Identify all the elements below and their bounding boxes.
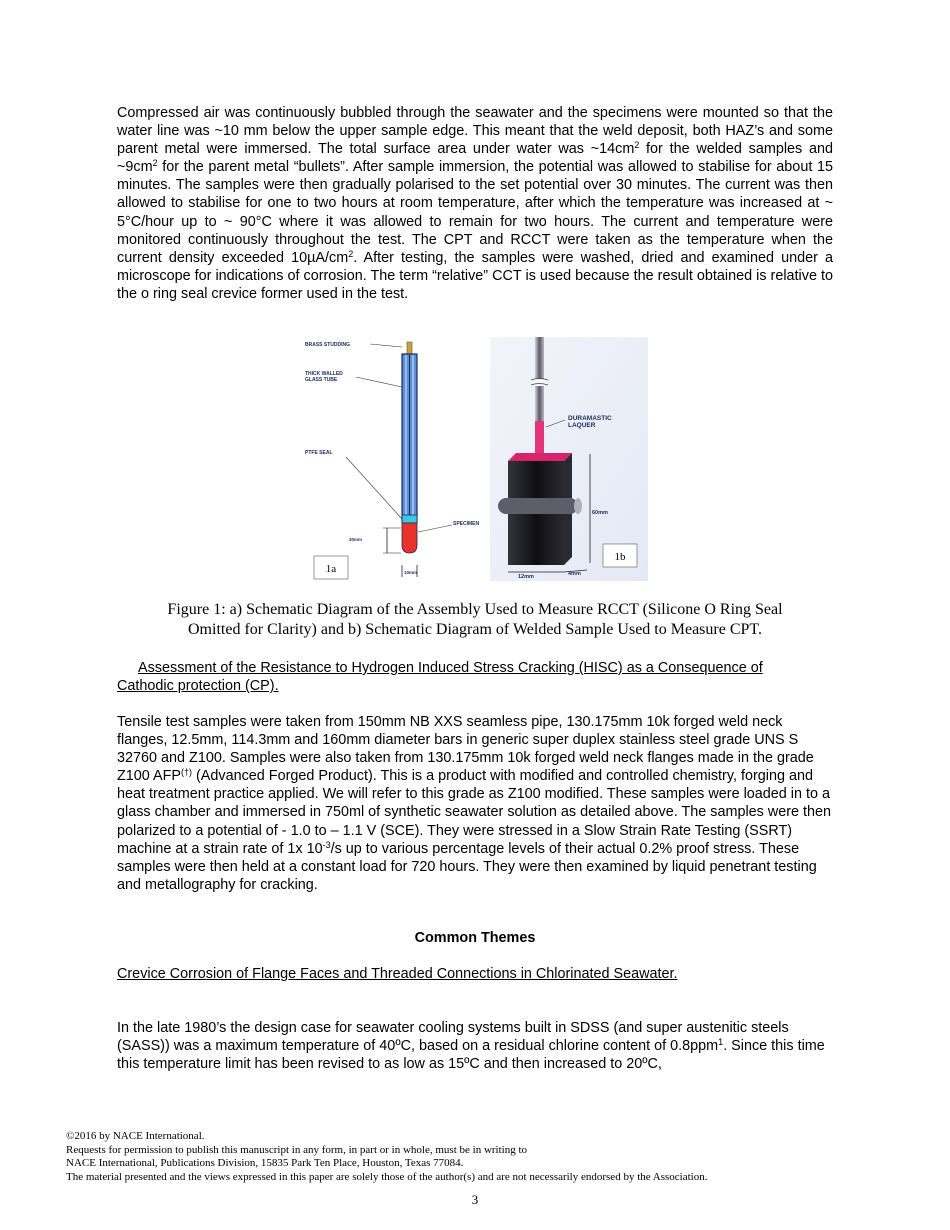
label-laquer: LAQUER	[568, 422, 596, 429]
body-paragraph-crevice: In the late 1980’s the design case for seawater cooling systems built in SDSS (and super austenitic steels (SASS)) was a maximum temperature of 40ºC, based on a residual chlorine content of 0.8ppm$^1$. Since this time this temperature limit has been revised to as low as 15ºC and then increased to 20ºC,	[117, 1020, 825, 1073]
footer-line-1: ©2016 by NACE International.	[66, 1130, 205, 1142]
heading-common-themes: Common Themes	[414, 930, 536, 946]
page-number: 3	[471, 1192, 479, 1207]
section-title-hisc-line-2: Cathodic protection (CP).	[117, 678, 279, 695]
specimen-tip	[402, 523, 417, 553]
body-paragraph-test-procedure: Compressed air was continuously bubbled through the seawater and the specimens were mounted so that the water line was ~10 mm below the upper sample edge. This meant that the weld deposit, both HAZ’s and some parent metal were immersed. The total surface area under water was $\sim 14cm^2$ for the welded samples and $\sim 9cm^2$ for the parent metal “bullets”. After sample immersion, the potential was allowed to stabilise for about 15 minutes. The samples were then gradually polarised to the set potential over 30 minutes. The current was then allowed to stabilise for one to two hours at room temperature, after which the temperature was increased at ~ 5°C/hour up to ~ 90°C where it was allowed to remain for two hours. The current and temperature were monitored continuously throughout the test. The CPT and RCCT were taken as the temperature when the current density exceeded $10\mu A/cm^2$. After testing, the samples were washed, dried and examined under a microscope for indications of corrosion. The term “relative” CCT is used because the result obtained is relative to the o ring seal crevice former used in the test.	[117, 105, 833, 302]
weld-bead	[498, 498, 578, 514]
label-30mm: 30mm	[349, 537, 363, 542]
ptfe-seal	[402, 515, 417, 523]
panel-label-1a: 1a	[325, 563, 337, 575]
label-12mm: 12mm	[518, 574, 534, 580]
figure-caption-line-2: Omitted for Clarity) and b) Schematic Diagram of Welded Sample Used to Measure CPT.	[188, 621, 762, 638]
copyright-footer	[66, 1130, 707, 1184]
label-specimen: SPECIMEN	[453, 521, 480, 527]
label-thick-walled: THICK WALLED	[305, 371, 343, 377]
panel-label-1b: 1b	[614, 551, 626, 563]
glass-tube-assembly	[402, 342, 417, 553]
body-paragraph-hisc: Tensile test samples were taken from 150mm NB XXS seamless pipe, 130.175mm 10k forged weld neck flanges, 12.5mm, 114.3mm and 160mm diameter bars in generic super duplex stainless steel grade UNS S 32760 and Z100. Samples were also taken from 130.175mm 10k forged weld neck flanges made in the grade Z100 AFP(†) (Advanced Forged Product). This is a product with modified and controlled chemistry, forging and heat treatment practice applied. We will refer to this grade as Z100 modified. These samples were loaded in to a glass chamber and immersed in 750ml of synthetic seawater solution as detailed above. The samples were then polarized to a potential of - 1.0 to – 1.1 V (SCE). They were stressed in a Slow Strain Rate Testing (SSRT) machine at a strain rate of 1x $10^{-3}/s$ up to various percentage levels of their actual 0.2% proof stress. These samples were then held at a constant load for 720 hours. They were then examined by liquid penetrant testing and metallography for cracking.	[117, 714, 832, 893]
section-title-hisc-line-1: Assessment of the Resistance to Hydrogen Induced Stress Cracking (HISC) as a Consequence of	[138, 660, 763, 676]
label-duramastic: DURAMASTIC	[568, 415, 612, 422]
label-4mm: 4mm	[568, 571, 581, 577]
label-brass-studding: BRASS STUDDING	[305, 342, 351, 348]
label-60mm: 60mm	[592, 510, 608, 516]
figure-caption	[117, 600, 833, 640]
figure-1-schematic	[302, 337, 648, 581]
figure-caption-line-1: Figure 1: a) Schematic Diagram of the Assembly Used to Measure RCCT (Silicone O Ring Seal	[167, 601, 783, 618]
footer-line-3: NACE International, Publications Division, 15835 Park Ten Place, Houston, Texas 77084.	[66, 1157, 464, 1170]
label-glass-tube: GLASS TUBE	[305, 377, 338, 383]
duramastic-laquer	[535, 421, 544, 455]
section-title-crevice-corrosion: Crevice Corrosion of Flange Faces and Threaded Connections in Chlorinated Seawater.	[117, 966, 678, 982]
footer-line-4: The material presented and the views expressed in this paper are solely those of the author(s) and are not necessarily endorsed by the Association.	[66, 1170, 708, 1183]
label-10mm: 10mm	[404, 570, 418, 575]
footer-line-2: Requests for permission to publish this manuscript in any form, in part or in whole, must be in writing to	[66, 1143, 528, 1156]
label-ptfe-seal: PTFE SEAL	[305, 450, 333, 456]
section-title-hisc	[117, 659, 833, 695]
